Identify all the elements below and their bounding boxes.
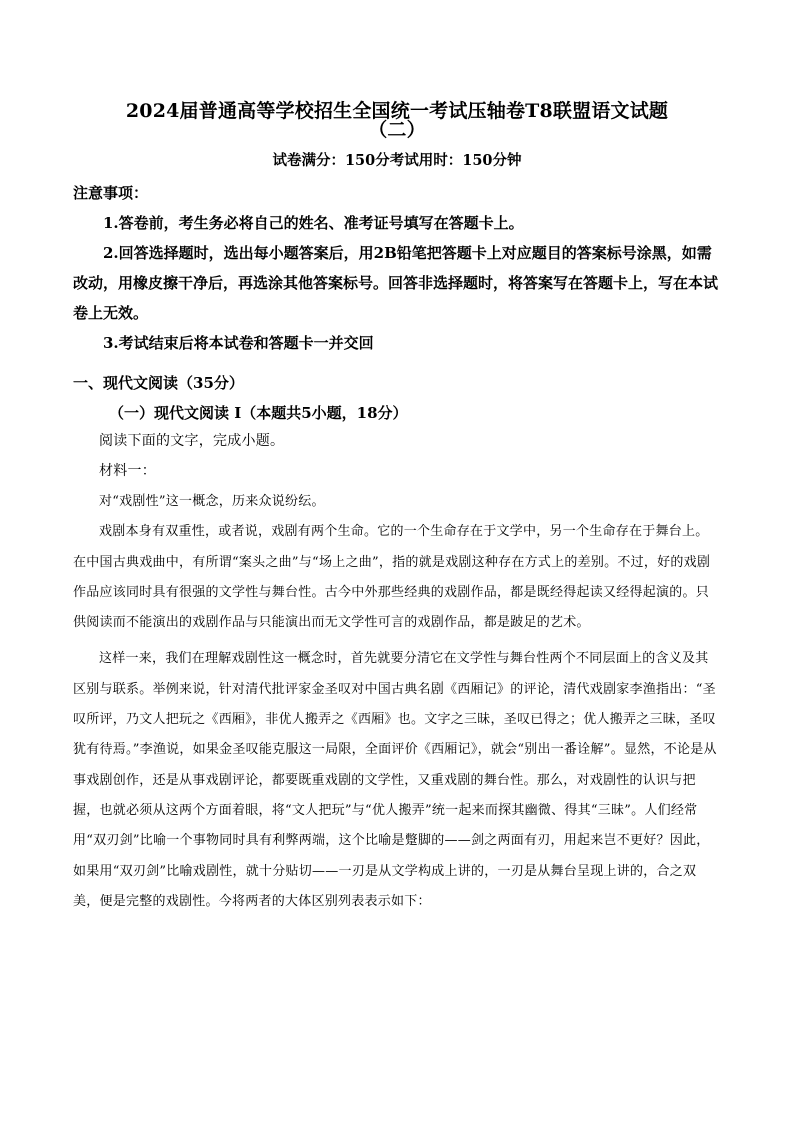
passage-paragraph-3: 这样一来，我们在理解戏剧性这一概念时，首先就要分清它在文学性与舞台性两个不同层面上的含义及其区别与联系。举例来说，针对清代批评家金圣叹对中国古典名剧《西厢记》的评论，清代戏剧家李渔指出：“圣叹所评，乃文人把玩之《西厢》，非优人搬弄之《西厢》也。文字之三昧，圣叹已得之；优人搬弄之三昧，圣叹犹有待焉。”李渔说，如果金圣叹能克服这一局限，全面评价《西厢记》，就会“别出一番诠解”。显然，不论是从事戏剧创作，还是从事戏剧评论，都要既重戏剧的文学性，又重戏剧的舞台性。那么，对戏剧性的认识与把握，也就必须从这两个方面着眼，将“文人把玩”与“优人搬弄”统一起来而探其幽微、得其“三昧”。人们经常用“双刃剑”比喻一个事物同时具有利弊两端，这个比喻是蹩脚的——剑之两面有刃，用起来岂不更好？因此，如果用“双刃剑”比喻戏剧性，就十分贴切——一刃是从文学构成上讲的，一刃是从舞台呈现上讲的，合之双美，便是完整的戏剧性。今将两者的大体区别列表表示如下：	[73, 651, 717, 909]
notice-item-3: 3.考试结束后将本试卷和答题卡一并交回	[103, 334, 374, 352]
instruction-block	[73, 426, 721, 487]
exam-info: 试卷满分：150分考试用时：150分钟	[272, 152, 522, 169]
section-block	[73, 368, 723, 428]
reading-instruction: 阅读下面的文字，完成小题。	[99, 433, 285, 449]
notice-block	[73, 178, 723, 358]
material-label: 材料一：	[99, 463, 156, 480]
exam-title: 2024届普通高等学校招生全国统一考试压轴卷T8联盟语文试题	[125, 100, 669, 122]
exam-title-number: （二）	[368, 119, 426, 141]
section-subheading: （一）现代文阅读 I（本题共5小题，18分）	[109, 404, 408, 422]
notice-item-2: 2.回答选择题时，选出每小题答案后，用2B铅笔把答题卡上对应题目的答案标号涂黑，如需改动，用橡皮擦干净后，再选涂其他答案标号。回答非选择题时，将答案写在答题卡上，写在本试卷上无效。	[73, 244, 719, 322]
notice-item-1: 1.答卷前，考生务必将自己的姓名、准考证号填写在答题卡上。	[103, 214, 524, 232]
passage-paragraph-1: 对“戏剧性”这一概念，历来众说纷纭。	[99, 494, 325, 509]
notice-heading: 注意事项：	[73, 184, 149, 202]
section-heading: 一、现代文阅读（35分）	[73, 374, 244, 392]
passage	[73, 487, 721, 917]
passage-paragraph-2: 戏剧本身有双重性，或者说，戏剧有两个生命。它的一个生命存在于文学中，另一个生命存在于舞台上。在中国古典戏曲中，有所谓“案头之曲”与“场上之曲”，指的就是戏剧这种存在方式上的差别。不过，好的戏剧作品应该同时具有很强的文学性与舞台性。古今中外那些经典的戏剧作品，都是既经得起读又经得起演的。只供阅读而不能演出的戏剧作品与只能演出而无文学性可言的戏剧作品，都是跛足的艺术。	[73, 524, 711, 631]
